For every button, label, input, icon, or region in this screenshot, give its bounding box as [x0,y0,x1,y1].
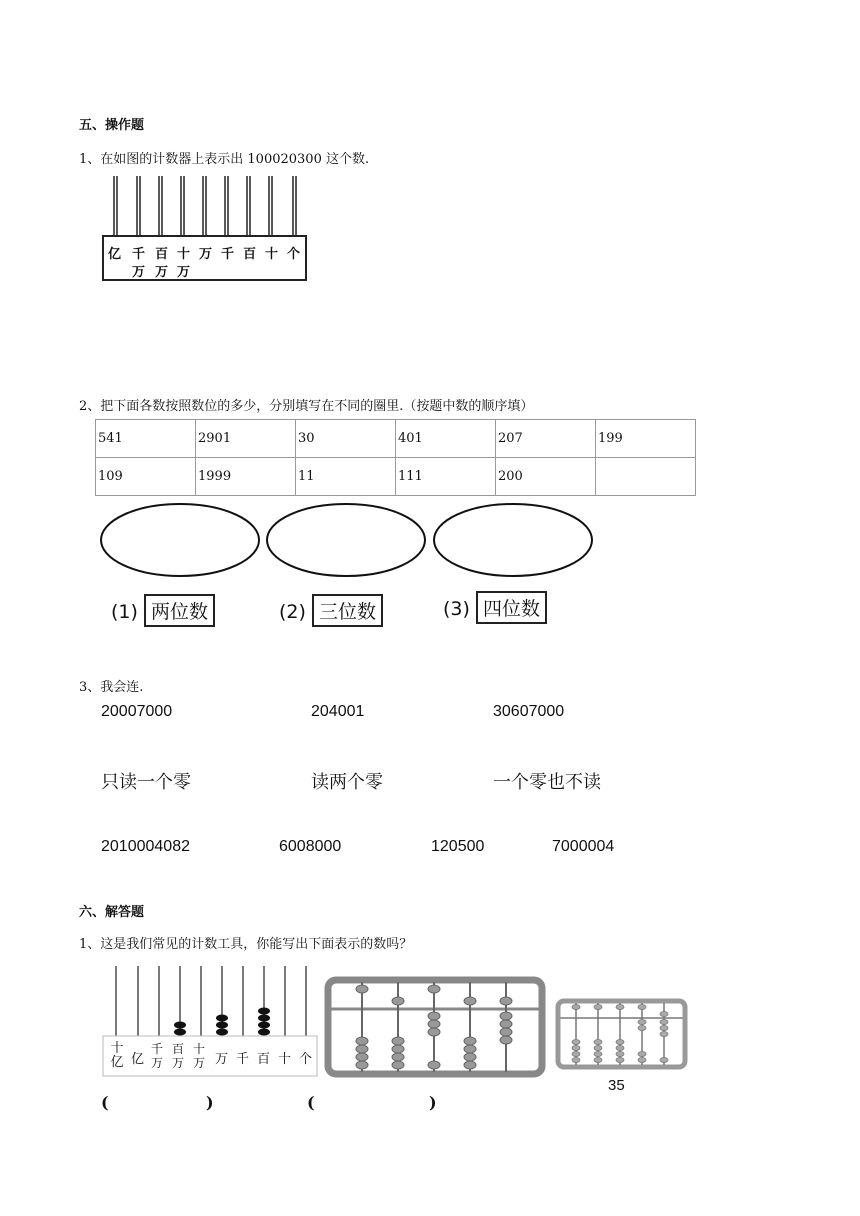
counter-1-label-row2: 万 [155,265,169,280]
counter-2-label: 万 [215,1052,229,1067]
answer-paren-open: ( [307,1093,315,1112]
top-number: 30607000 [493,703,565,720]
abacus-2 [324,976,546,1078]
question-6-1-text: 1、这是我们常见的计数工具，你能写出下面表示的数吗？ [79,937,413,952]
table-cell: 1999 [196,458,296,496]
counter-2-label: 个 [299,1052,313,1067]
section-title-6: 六、解答题 [79,905,145,920]
counter-1-label-row2: 万 [177,265,191,280]
counter-2-label: 亿 [131,1052,145,1067]
top-number: 20007000 [101,703,173,720]
bottom-number: 7000004 [552,838,615,855]
table-cell: 111 [396,458,496,496]
counter-2-label-top: 十 [193,1042,206,1056]
counter-2-label-bottom: 万 [193,1056,206,1070]
circle-caption: 两位数 [144,594,215,627]
answer-circles [96,500,606,582]
table-cell: 541 [96,420,196,458]
counter-2-label-bottom: 亿 [110,1055,124,1070]
abacus-3 [555,998,688,1070]
section-title-5: 五、操作题 [79,118,145,133]
circle-caption: 四位数 [476,591,547,624]
counter-1 [100,172,310,284]
counter-2-label-bottom: 万 [151,1056,164,1070]
table-cell: 199 [596,420,696,458]
counter-2 [100,962,320,1080]
counter-2-label: 十 [278,1052,292,1067]
table-cell: 200 [496,458,596,496]
counter-1-label: 百 [155,247,169,262]
counter-1-label: 百 [243,247,257,262]
counter-2-label-top: 十 [110,1041,124,1056]
table-cell: 2901 [196,420,296,458]
top-number: 204001 [311,703,365,720]
circle-number: (1) [111,601,138,623]
table-row [96,420,696,458]
circle-number: (3) [443,598,470,620]
question-1-text: 1、在如图的计数器上表示出 100020300 这个数. [79,152,370,167]
circle-number: (2) [279,601,306,623]
table-cell: 401 [396,420,496,458]
question-2-text: 2、把下面各数按照数位的多少，分别填写在不同的圈里.（按题中数的顺序填） [79,399,534,414]
counter-2-label-top: 百 [172,1042,185,1056]
table-cell: 109 [96,458,196,496]
counter-2-label [172,1042,184,1070]
counter-2-label-top: 千 [151,1042,164,1056]
counter-2-label [193,1042,205,1070]
counter-2-label: 百 [257,1052,271,1067]
table-cell: 207 [496,420,596,458]
middle-label: 一个零也不读 [493,772,601,793]
counter-2-label [151,1042,163,1070]
bottom-number: 6008000 [279,838,342,855]
counter-1-label-row2: 万 [132,265,146,280]
counter-2-label [108,1042,126,1070]
middle-label: 只读一个零 [101,772,191,793]
circle-label-2 [279,594,383,627]
circle-label-3 [443,591,547,624]
counter-1-label: 十 [177,247,191,262]
answer-paren-open: ( [101,1093,109,1112]
circle-caption: 三位数 [312,594,383,627]
counter-2-label: 千 [236,1052,250,1067]
table-cell [596,458,696,496]
table-row [96,458,696,496]
abacus-3-caption: 35 [608,1077,625,1094]
numbers-table [95,419,696,496]
table-cell: 30 [296,420,396,458]
counter-1-label: 千 [132,247,146,262]
counter-2-label-bottom: 万 [172,1056,185,1070]
answer-paren-close: ) [206,1093,214,1112]
bottom-number: 120500 [431,838,485,855]
middle-label: 读两个零 [311,772,383,793]
counter-1-label: 个 [287,247,301,262]
counter-1-label: 万 [199,247,213,262]
question-3-text: 3、我会连. [79,680,144,695]
answer-paren-close: ) [429,1093,437,1112]
circle-label-1 [111,594,215,627]
table-cell: 11 [296,458,396,496]
counter-1-label: 千 [221,247,235,262]
counter-1-label: 亿 [108,247,122,262]
counter-1-label: 十 [265,247,279,262]
bottom-number: 2010004082 [101,838,190,855]
